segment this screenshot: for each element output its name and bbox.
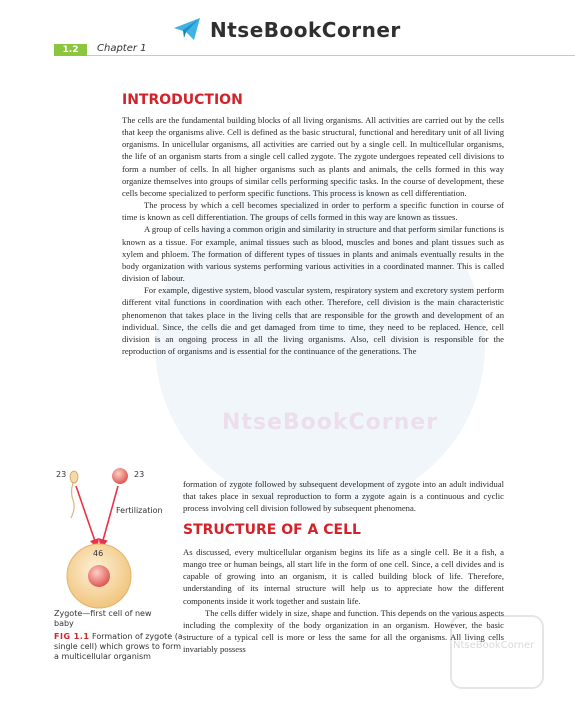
figure-caption (54, 632, 186, 662)
paragraph: As discussed, every multicellular organism begins its life as a single cell. Be it a fish, a mango tree or human beings, all start life in the form of one cell. Since, a cell divides and is capable of growing into an organism, it is called building block of life. Therefore, understanding of its internal structure will help us to appreciate how the different components inside it work together and sustain life. (183, 547, 504, 606)
paragraph: The process by which a cell becomes specialized in order to perform a specific function in course of time is known as cell differentiation. The groups of cells formed in this way are known as tissues. (122, 200, 504, 223)
arrow-icon (102, 486, 118, 544)
structure-heading: STRUCTURE OF A CELL (183, 522, 361, 538)
header-rule (87, 55, 575, 56)
paragraph: formation of zygote followed by subsequent development of zygote into an adult individual that takes place in sexual reproduction to form a zygote again is a continuous and cyclic process involving cell division followed by subsequent phenomena. (183, 479, 504, 514)
zygote-chromosome-count: 46 (93, 549, 104, 558)
paragraph: For example, digestive system, blood vascular system, respiratory system and excretory system perform different vital functions in coordination with each other. Therefore, cell division is the main characteristic phenomenon that takes place in the living cells that are responsible for the growth and development of an individual. Since, the cells die and get damaged from time to time, they need to be replaced. Hence, cell division is an ongoing process in all the living organisms. Also, cell division is responsible for the reproduction of organisms and is essential for the continuance of the generations. The (122, 285, 504, 356)
figure-caption-text: Formation of zygote (a single cell) which grows to form a multicellular organism (54, 632, 183, 661)
paper-plane-icon (172, 16, 202, 42)
page-number-badge: 1.2 (54, 44, 87, 56)
chapter-title: Chapter 1 (97, 43, 147, 54)
watermark-brand: NtseBookCorner (210, 18, 401, 42)
paragraph: The cells differ widely in size, shape and function. This depends on the various aspects including the complexity of the body organization in an organism. However, the basic structure of a typical cell is more or less the same for all the organisms. All living cells invariably possess (183, 607, 504, 655)
zygote-label: Zygote—first cell of new baby (54, 609, 152, 628)
watermark-stamp-text: NtseBookCorner (453, 640, 535, 651)
watermark-overlay-text: NtseBookCorner (221, 410, 439, 435)
figure-zygote-formation (40, 462, 183, 682)
sperm-chromosome-count: 23 (56, 470, 67, 479)
structure-body (183, 546, 504, 655)
egg-chromosome-count: 23 (134, 470, 145, 479)
arrow-icon (76, 486, 96, 544)
sperm-icon (70, 471, 78, 518)
fertilization-label: Fertilization (116, 506, 163, 515)
paragraph: The cells are the fundamental building blocks of all living organisms. All activities are carried out by the cells that keep the organisms alive. Cell is defined as the basic structural, functional and hereditary unit of all living organisms. In unicellular organisms, all activities are carried out by a single cell. In multicellular organisms, the life of an organism starts from a single cell called zygote. The zygote undergoes repeated cell divisions to form a number of cells. In all higher organisms such as plants and animals, the cells formed in this way organize themselves into groups of similar cells performing specific tasks. In the course of development, these cells become specialized to perform specific functions. This process is known as cell differentiation. (122, 115, 504, 198)
introduction-body-continued (183, 478, 504, 514)
egg-cell-icon (112, 468, 128, 484)
paragraph: A group of cells having a common origin and similarity in structure and that perform similar functions is known as a tissue. For example, animal tissues such as blood, muscles and bones and plant tissues such as xylem and phloem. The formation of different types of tissues in plants and animals eventually results in the body organization with various systems performing various activities in a coordinated manner. This is called division of labour. (122, 224, 504, 284)
introduction-heading: INTRODUCTION (122, 92, 243, 108)
introduction-body (122, 114, 504, 357)
chapter-header (0, 44, 575, 58)
figure-id: FIG 1.1 (54, 632, 90, 641)
fertilization-diagram (40, 462, 178, 612)
watermark-header (0, 8, 575, 44)
